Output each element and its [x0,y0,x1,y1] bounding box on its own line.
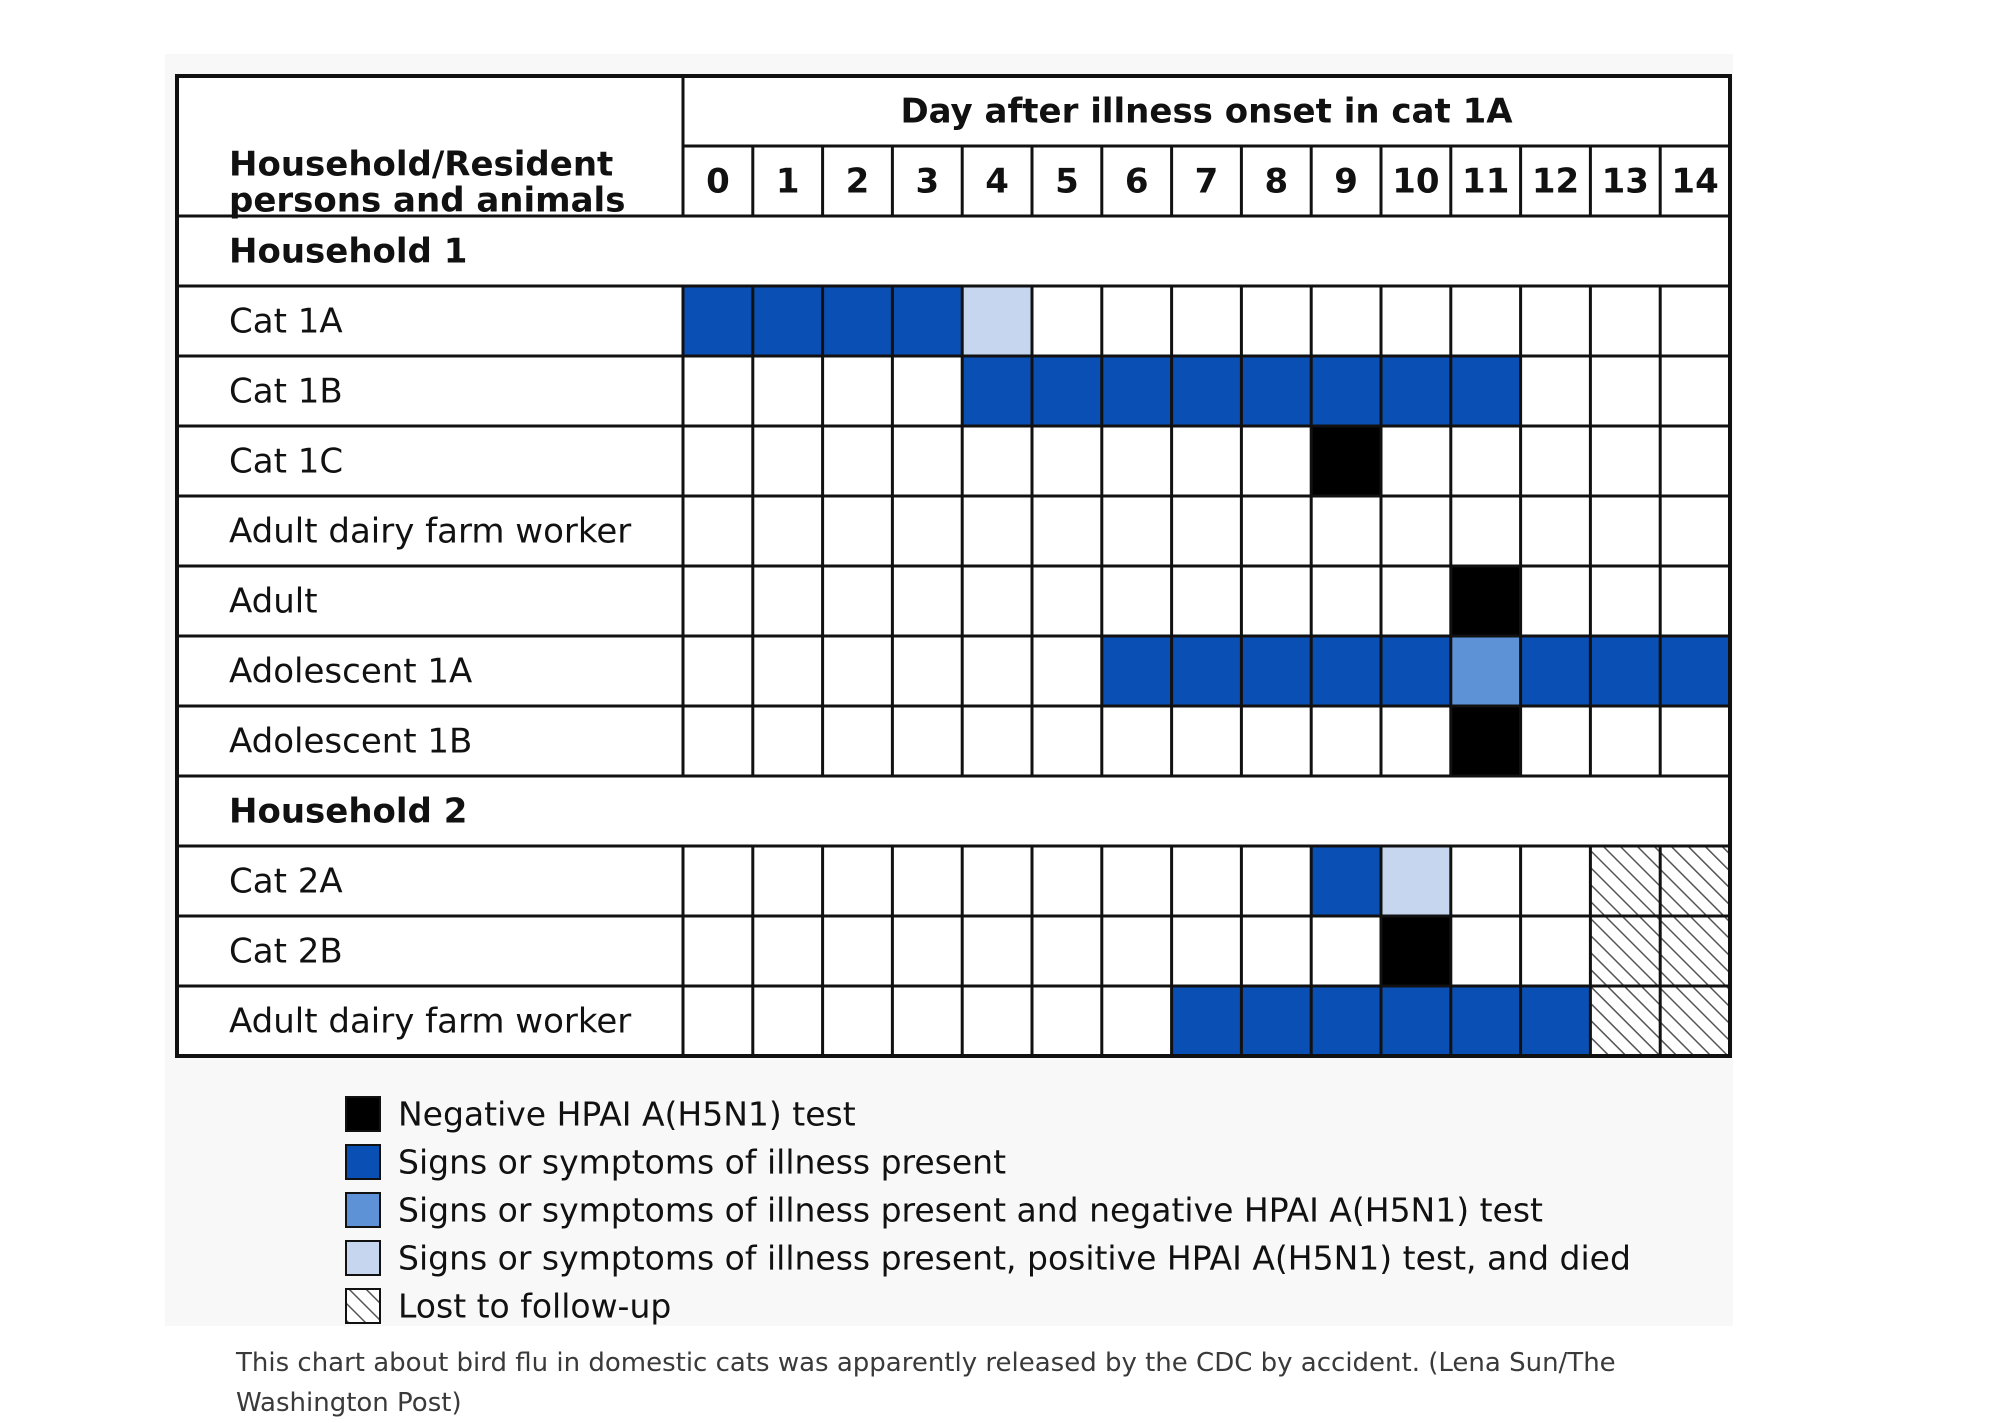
illness-timeline-chart [165,54,1733,1326]
status-cell-S [1311,636,1381,706]
status-cell-empty [683,636,753,706]
status-cell-empty [892,426,962,496]
row-label: Cat 2B [229,931,343,972]
status-cell-empty [892,846,962,916]
status-cell-empty [823,706,893,776]
status-cell-empty [1311,496,1381,566]
status-cell-L [1660,916,1730,986]
status-cell-empty [683,846,753,916]
row-label: Adult dairy farm worker [229,1001,632,1042]
status-cell-S [683,286,753,356]
day-label-0: 0 [706,161,730,202]
status-cell-empty [753,986,823,1056]
status-cell-S [753,286,823,356]
status-cell-S [1451,356,1521,426]
status-cell-empty [1172,426,1242,496]
status-cell-empty [1521,916,1591,986]
status-cell-N [1311,426,1381,496]
status-cell-empty [1032,636,1102,706]
status-cell-empty [1241,706,1311,776]
status-cell-empty [1660,496,1730,566]
status-cell-S [1590,636,1660,706]
row-label: Cat 1C [229,441,344,482]
status-cell-S [1172,636,1242,706]
status-cell-empty [962,846,1032,916]
status-cell-empty [1590,356,1660,426]
status-cell-empty [1660,356,1730,426]
legend-swatch-SPD [346,1241,380,1275]
status-cell-empty [753,636,823,706]
status-cell-empty [1032,496,1102,566]
status-cell-empty [892,636,962,706]
status-cell-empty [1590,426,1660,496]
status-cell-L [1590,986,1660,1056]
status-cell-L [1660,986,1730,1056]
day-label-6: 6 [1124,161,1149,202]
household-label: Household 2 [229,791,468,832]
status-cell-SPD [962,286,1032,356]
status-cell-N [1381,916,1451,986]
status-cell-empty [823,846,893,916]
row-label: Adolescent 1B [229,721,473,762]
status-cell-empty [1381,426,1451,496]
status-cell-empty [1032,286,1102,356]
status-cell-empty [1102,986,1172,1056]
status-cell-empty [1660,286,1730,356]
status-cell-S [1172,986,1242,1056]
status-cell-S [892,286,962,356]
status-cell-empty [1311,286,1381,356]
status-cell-empty [1032,986,1102,1056]
legend-swatch-SN [346,1193,380,1227]
figure-panel [165,54,1733,1326]
status-cell-empty [1311,706,1381,776]
day-label-2: 2 [845,161,870,202]
status-cell-empty [753,846,823,916]
status-cell-empty [892,916,962,986]
status-cell-empty [823,356,893,426]
status-cell-empty [1521,426,1591,496]
status-cell-empty [823,986,893,1056]
status-cell-empty [1241,286,1311,356]
legend-swatch-L [346,1289,380,1323]
status-cell-S [1381,356,1451,426]
status-cell-empty [962,636,1032,706]
status-cell-empty [683,706,753,776]
status-cell-empty [1451,426,1521,496]
status-cell-empty [1381,566,1451,636]
status-cell-S [1311,846,1381,916]
day-label-11: 11 [1462,161,1510,202]
day-label-13: 13 [1601,161,1649,202]
status-cell-empty [1032,916,1102,986]
day-label-3: 3 [915,161,940,202]
status-cell-L [1590,846,1660,916]
status-cell-empty [962,566,1032,636]
legend-swatch-S [346,1145,380,1179]
status-cell-empty [1521,706,1591,776]
status-cell-empty [1032,566,1102,636]
status-cell-empty [1381,706,1451,776]
row-label: Adolescent 1A [229,651,473,692]
legend-swatch-N [346,1097,380,1131]
status-cell-empty [1311,916,1381,986]
status-cell-empty [1381,286,1451,356]
status-cell-empty [1032,846,1102,916]
status-cell-empty [1660,566,1730,636]
status-cell-empty [683,986,753,1056]
status-cell-empty [1102,846,1172,916]
status-cell-empty [1451,916,1521,986]
status-cell-empty [962,426,1032,496]
status-cell-empty [1590,286,1660,356]
status-cell-S [1032,356,1102,426]
status-cell-N [1451,706,1521,776]
status-cell-empty [1172,496,1242,566]
status-cell-empty [1590,566,1660,636]
status-cell-empty [823,566,893,636]
status-cell-empty [892,986,962,1056]
status-cell-S [1660,636,1730,706]
status-cell-S [1241,636,1311,706]
status-cell-empty [683,356,753,426]
day-label-1: 1 [775,161,800,202]
status-cell-SN [1451,636,1521,706]
legend-label-SN: Signs or symptoms of illness present and negative HPAI A(H5N1) test [398,1190,1543,1230]
row-header-label: Household/Resident [229,144,614,185]
status-cell-empty [1102,286,1172,356]
row-label: Adult dairy farm worker [229,511,632,552]
status-cell-empty [1311,566,1381,636]
status-cell-empty [753,426,823,496]
row-label: Cat 1B [229,371,343,412]
status-cell-empty [1381,496,1451,566]
status-cell-empty [753,566,823,636]
status-cell-empty [1102,916,1172,986]
status-cell-empty [892,356,962,426]
status-cell-empty [962,706,1032,776]
status-cell-S [1521,636,1591,706]
status-cell-empty [1451,846,1521,916]
status-cell-empty [1590,496,1660,566]
status-cell-empty [1241,426,1311,496]
status-cell-L [1660,846,1730,916]
row-label: Cat 2A [229,861,343,902]
status-cell-empty [1172,916,1242,986]
status-cell-empty [892,496,962,566]
legend-label-SPD: Signs or symptoms of illness present, positive HPAI A(H5N1) test, and died [398,1238,1631,1278]
status-cell-empty [1102,706,1172,776]
legend-label-L: Lost to follow-up [398,1286,672,1326]
day-label-7: 7 [1194,161,1219,202]
status-cell-N [1451,566,1521,636]
status-cell-empty [1451,286,1521,356]
status-cell-S [1102,636,1172,706]
status-cell-S [1241,356,1311,426]
status-cell-empty [1172,706,1242,776]
day-label-10: 10 [1392,161,1440,202]
status-cell-empty [1521,496,1591,566]
row-label: Cat 1A [229,301,343,342]
status-cell-empty [1521,566,1591,636]
status-cell-empty [892,566,962,636]
status-cell-S [1311,356,1381,426]
status-cell-empty [1521,286,1591,356]
figure-caption: This chart about bird flu in domestic cats was apparently released by the CDC by accident. (Lena Sun/The Washington Post) [236,1348,1616,1418]
status-cell-empty [753,356,823,426]
status-cell-empty [892,706,962,776]
status-cell-empty [1032,426,1102,496]
status-cell-empty [1172,566,1242,636]
day-label-12: 12 [1531,161,1580,202]
chart-title: Day after illness onset in cat 1A [900,91,1513,132]
day-label-14: 14 [1671,161,1719,202]
row-label: Adult [229,581,318,622]
status-cell-empty [1102,566,1172,636]
status-cell-SPD [1381,846,1451,916]
status-cell-empty [1241,496,1311,566]
status-cell-empty [962,986,1032,1056]
day-label-9: 9 [1334,161,1358,202]
status-cell-empty [1102,496,1172,566]
status-cell-S [1451,986,1521,1056]
status-cell-empty [1241,846,1311,916]
status-cell-S [1102,356,1172,426]
status-cell-S [1381,986,1451,1056]
status-cell-S [1172,356,1242,426]
legend-label-N: Negative HPAI A(H5N1) test [398,1094,856,1134]
status-cell-empty [1521,846,1591,916]
status-cell-empty [962,916,1032,986]
status-cell-empty [823,426,893,496]
status-cell-empty [1032,706,1102,776]
status-cell-empty [1590,706,1660,776]
status-cell-empty [1241,566,1311,636]
status-cell-empty [683,566,753,636]
status-cell-empty [753,916,823,986]
status-cell-S [1241,986,1311,1056]
status-cell-empty [1102,426,1172,496]
legend-label-S: Signs or symptoms of illness present [398,1142,1007,1182]
status-cell-S [962,356,1032,426]
day-label-4: 4 [985,161,1009,202]
status-cell-S [823,286,893,356]
status-cell-empty [753,706,823,776]
status-cell-empty [823,916,893,986]
status-cell-S [1381,636,1451,706]
status-cell-empty [1451,496,1521,566]
status-cell-empty [683,496,753,566]
household-label: Household 1 [229,231,468,272]
status-cell-empty [1172,846,1242,916]
status-cell-empty [1521,356,1591,426]
status-cell-empty [683,426,753,496]
status-cell-empty [683,916,753,986]
status-cell-empty [962,496,1032,566]
status-cell-L [1590,916,1660,986]
status-cell-empty [1660,706,1730,776]
status-cell-empty [1172,286,1242,356]
status-cell-S [1521,986,1591,1056]
day-label-8: 8 [1264,161,1289,202]
status-cell-empty [1241,916,1311,986]
row-header-label: persons and animals [229,180,626,221]
status-cell-S [1311,986,1381,1056]
status-cell-empty [823,636,893,706]
day-label-5: 5 [1055,161,1079,202]
status-cell-empty [753,496,823,566]
status-cell-empty [823,496,893,566]
status-cell-empty [1660,426,1730,496]
